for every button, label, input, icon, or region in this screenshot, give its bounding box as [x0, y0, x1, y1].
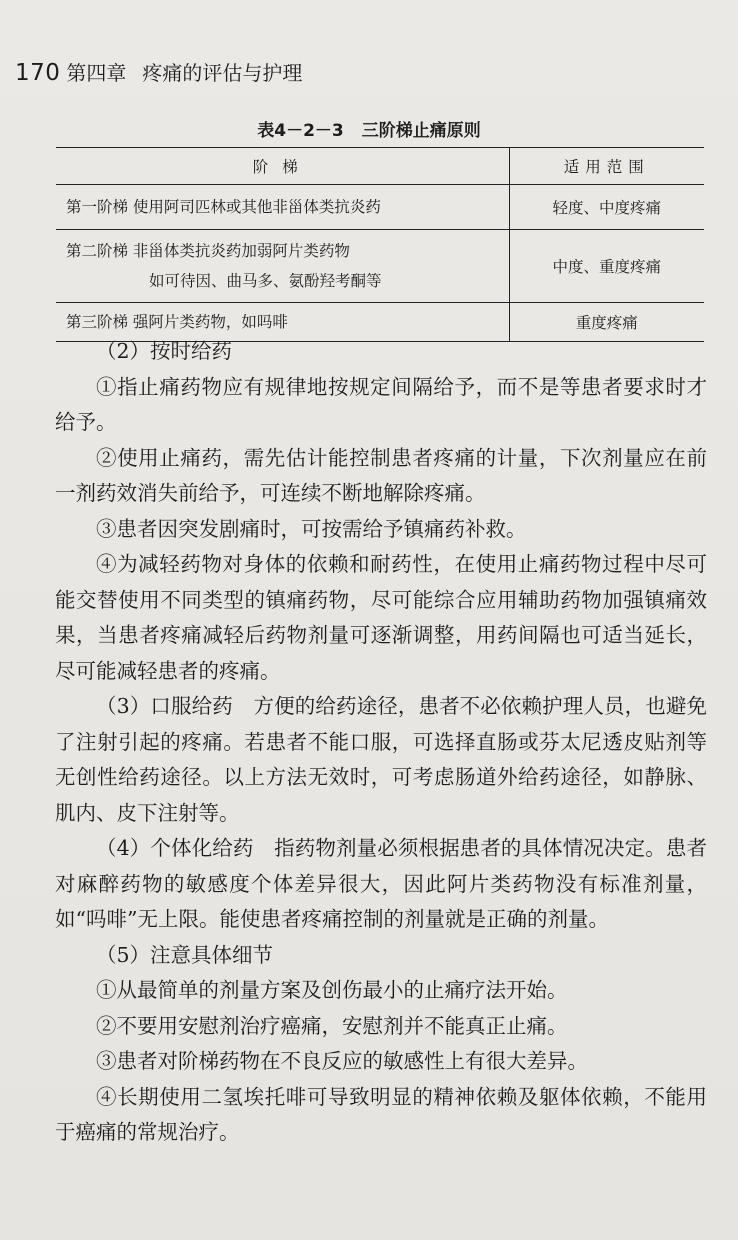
paragraph: ②使用止痛药，需先估计能控制患者疼痛的计量，下次剂量应在前一剂药效消失前给予，可连续不断地解除疼痛。 [55, 445, 707, 505]
paragraph: ②不要用安慰剂治疗癌痛，安慰剂并不能真正止痛。 [96, 1013, 568, 1038]
chapter-title: 疼痛的评估与护理 [142, 61, 303, 85]
step-line: 第一阶梯 使用阿司匹林或其他非甾体类抗炎药 [66, 198, 381, 216]
scope-cell: 轻度、中度疼痛 [509, 185, 704, 230]
body-text [55, 334, 707, 1151]
page-number: 170 [15, 60, 61, 86]
step-cell [56, 230, 509, 303]
paragraph: ④为减轻药物对身体的依赖和耐药性，在使用止痛药物过程中尽可能交替使用不同类型的镇痛药物，尽可能综合应用辅助药物加强镇痛效果，当患者疼痛减轻后药物剂量可逐渐调整，用药间隔也可适当延长，尽可能减轻患者的疼痛。 [55, 552, 707, 683]
chapter-label: 第四章 [66, 61, 127, 85]
table-caption-number: 表4－2－3 [257, 121, 344, 141]
scope-cell: 重度疼痛 [509, 303, 704, 342]
step-line: 如可待因、曲马多、氨酚羟考酮等 [149, 272, 382, 290]
running-head [15, 57, 302, 86]
paragraph: ①指止痛药物应有规律地按规定间隔给予，而不是等患者要求时才给予。 [55, 374, 707, 434]
table-header-row [56, 148, 704, 185]
table-caption-title: 三阶梯止痛原则 [361, 121, 481, 141]
table-header-step: 阶梯 [56, 148, 509, 185]
paragraph: ④长期使用二氢埃托啡可导致明显的精神依赖及躯体依赖，不能用于癌痛的常规治疗。 [55, 1084, 707, 1144]
paragraph: ③患者对阶梯药物在不良反应的敏感性上有很大差异。 [96, 1049, 588, 1073]
paragraph: ③患者因突发剧痛时，可按需给予镇痛药补救。 [96, 516, 527, 541]
table-header-scope: 适用范围 [509, 148, 704, 185]
step-line: 第三阶梯 强阿片类药物，如吗啡 [66, 313, 288, 331]
table-caption [0, 116, 738, 141]
scope-cell: 中度、重度疼痛 [509, 230, 704, 303]
paragraph: （4）个体化给药 指药物剂量必须根据患者的具体情况决定。患者对麻醉药物的敏感度个体差异很大，因此阿片类药物没有标准剂量，如“吗啡”无上限。能使患者疼痛控制的剂量就是正确的剂量。 [55, 836, 707, 931]
table-row [56, 185, 704, 230]
paragraph: （2）按时给药 [96, 339, 233, 363]
paragraph: （3）口服给药 方便的给药途径，患者不必依赖护理人员，也避免了注射引起的疼痛。若患者不能口服，可选择直肠或芬太尼透皮贴剂等无创性给药途径。以上方法无效时，可考虑肠道外给药途径，如静脉、肌内、皮下注射等。 [55, 694, 707, 825]
paragraph: ①从最简单的剂量方案及创伤最小的止痛疗法开始。 [96, 978, 568, 1002]
table-row [56, 230, 704, 303]
step-line: 第二阶梯 非甾体类抗炎药加弱阿片类药物 [66, 242, 350, 260]
three-step-analgesic-table [56, 147, 704, 342]
step-cell [56, 185, 509, 230]
paragraph: （5）注意具体细节 [96, 942, 274, 967]
